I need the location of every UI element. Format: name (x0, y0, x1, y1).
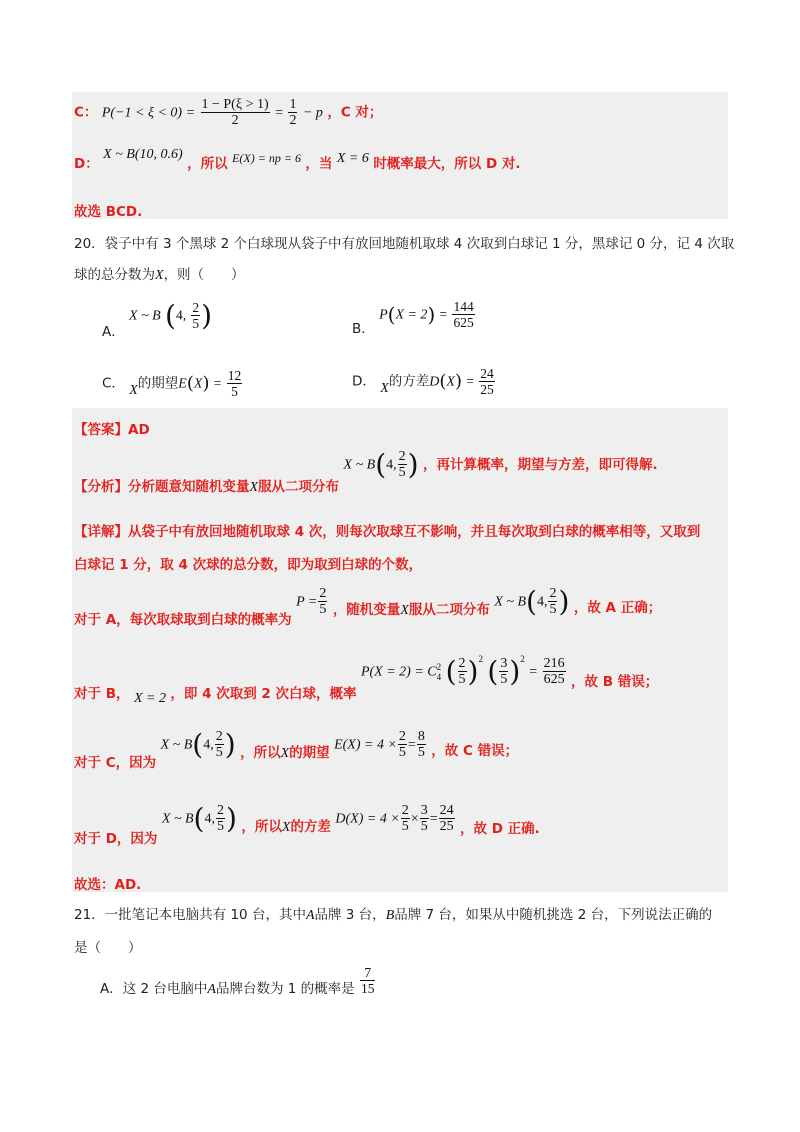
detail-d-line: 对于 D，因为 X ~ B(4, $\frac{2}{5}$ ) ，所以X的方差 D(X) = 4 × $\frac{2}{5}$ × $\frac{3}{5}$ = $\frac{24}{25}$ ，故 D 正确. (74, 802, 540, 847)
q21-option-a: A．这 2 台电脑中A品牌台数为 1 的概率是 $\frac{7}{15}$ (100, 965, 375, 997)
analysis-line: 【分析】分析题意知随机变量X服从二项分布 X ~ B(4, $\frac{2}{5}$ ) ，再计算概率，期望与方差，即可得解. (74, 448, 658, 495)
q20-stem-line2: 球的总分数为X，则（ ） (74, 267, 245, 283)
answer-label: 【答案】AD (74, 422, 150, 438)
prev-answer: 故选 BCD. (74, 204, 143, 220)
q20-stem-line1: 20．袋子中有 3 个黑球 2 个白球现从袋子中有放回地随机取球 4 次取到白球记 1 分，黑球记 0 分，记 4 次取 (74, 236, 735, 252)
q20-option-c: C． X的期望E(X) = $\frac{12}{5}$ (102, 368, 242, 399)
detail-final-answer: 故选：AD. (74, 877, 142, 893)
detail-line1: 【详解】从袋子中有放回地随机取球 4 次，则每次取球互不影响，并且每次取到白球的概率相等，又取到 (74, 524, 701, 540)
detail-a-line: 对于 A，每次取球取到白球的概率为 P = $\frac{2}{5}$ ，随机变量X服从二项分布 X ~ B(4, $\frac{2}{5}$ ) ，故 A 正确； (74, 585, 662, 628)
q21-stem-line2: 是（ ） (74, 940, 142, 956)
section-c-line: C： P(−1 < ξ < 0) = $\frac{1 - P(\xi > 1)}{2}$ = $\frac{1}{2}$ − p ，C 对； (74, 97, 383, 128)
detail-b-line: 对于 B， X = 2 ，即 4 次取到 2 次白球，概率 P(X = 2) = C 2 4 ( $\frac{2}{5}$ )$^2$ ( $\frac{3}{5}$ )$^2$ = $\frac{216}{625}$ ，故 B 错误； (74, 653, 659, 706)
detail-line2: 白球记 1 分，取 4 次球的总分数，即为取到白球的个数， (74, 557, 423, 573)
q20-option-d: D． X的方差D(X) = $\frac{24}{25}$ (352, 366, 494, 397)
q20-option-a: A． X ~ B (4, $\frac{2}{5}$ ) (102, 299, 213, 340)
section-d-line: D： X ~ B(10, 0.6) ，所以 E(X) = np = 6 ，当 X = 6 时概率最大，所以 D 对. (74, 147, 521, 172)
q21-stem-line1: 21．一批笔记本电脑共有 10 台，其中A品牌 3 台，B品牌 7 台，如果从中随机挑选 2 台，下列说法正确的 (74, 907, 713, 923)
detail-c-line: 对于 C，因为 X ~ B(4, $\frac{2}{5}$ ) ，所以X的期望 E(X) = 4 × $\frac{2}{5}$ = $\frac{8}{5}$ ，故 C 错误； (74, 728, 519, 771)
q20-option-b: B． P(X = 2) = $\frac{144}{625}$ (352, 299, 474, 337)
